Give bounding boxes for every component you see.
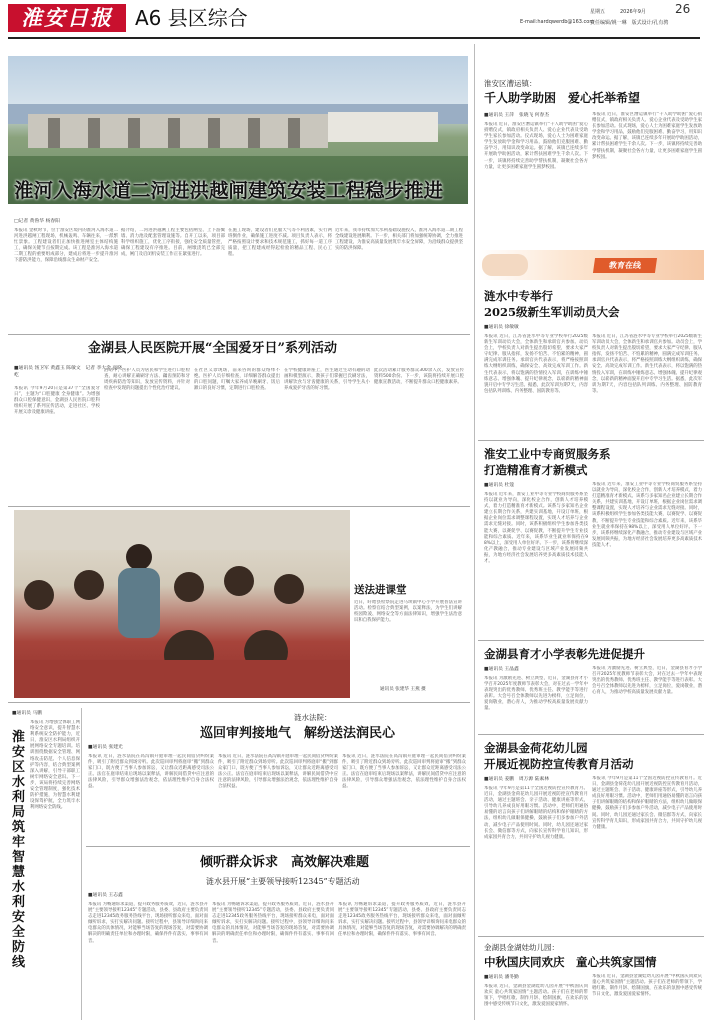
article-body: 本报讯 近年来，淮安工业中等专业学校商贸服务系坚持以就业为导向，深化校企合作，创新人才培养模式，着力打造精准育才新模式。该系与多家知名企业建立长期合作关系，共建实训基地，开设订单班，根据企业岗位需求调整课程设置，实现人才培养与企业需求无缝对接。同时，该系积极组织学生参加各类技能大赛，以赛促学、以赛促教，不断提升学生专业技能和综合素质。近年来，该系毕业生就业率保持在98%以上，深受用人单位好评。下一步，该系将继续深化产教融合，推动专业建设与区域产业发展同频共振，为地方经济社会发展培养更多高素质技术技能人才。 (484, 492, 588, 565)
trade-headline: 淮安工业中专商贸服务系 (484, 447, 611, 461)
byline: ■通讯员 张建光 (88, 745, 123, 750)
newspaper-logo: 淮安日报 (8, 4, 126, 32)
education-banner (478, 250, 704, 280)
divider (86, 846, 470, 847)
kindergarten-headline: 开展近视防控宣传教育月活动 (484, 757, 634, 771)
kicker: 金湖县金湖娃幼儿园： (484, 943, 559, 952)
article-body: 本报讯 近日，涟水法院在高沟镇开庭审理一起民间借贷纠纷案件，吸引了附近群众到场旁听。此次巡回审判将庭审“搬”到群众家门口，既方便了当事人参加诉讼，又让群众近距离感受司法公正。法官在庭审结束后现场以案释法，讲解民间借贷中应注意的法律风险，引导群众增强法治观念，依法理性维护自身合法权益。 (88, 754, 214, 790)
article-body: 在社区义诊现场，前来咨询的群众络绎不绝。医护人员仔细检查，详细解答群众提出的口腔问题，叮嘱大家养成早晚刷牙、饭后漱口的良好习惯，定期进行口腔检查。 (194, 368, 280, 392)
divider (478, 936, 704, 937)
aid-headline: 千人助学助困 爱心托举希望 (484, 91, 641, 105)
article-body: 本报讯 金秋时节，位于淮安区境内的淮河入海水道二河进洪越闸工程现场，机械轰鸣、车辆往来，一派繁忙景象。工程建设者们正加快推进闸室主体结构施工，确保关键节点按期完成。该工程是淮河入海水道二期工程的重要组成部分，建成后将进一步提升淮河下游防洪能力，保障沿线群众生命财产安全。 (14, 228, 118, 264)
divider (478, 640, 704, 641)
article-body: 在学校健康讲座上，医生通过生动有趣的动画和模型演示，教孩子们掌握巴氏刷牙法，讲解饮食与牙齿健康的关系，引导学生从小养成爱护牙齿的好习惯。 (284, 368, 370, 392)
masthead (0, 0, 708, 38)
article-body: 本报讯 近日，涟水法院在高沟镇开庭审理一起民间借贷纠纷案件，吸引了附近群众到场旁听。此次巡回审判将庭审“搬”到群众家门口，既方便了当事人参加诉讼，又让群众近距离感受司法公正。法官在庭审结束后现场以案释法，讲解民间借贷中应注意的法律风险，引导群众增强法治观念，依法理性维护自身合法权益。 (218, 754, 338, 790)
divider (8, 334, 470, 335)
byline: ■通讯员 徐敏敏 (484, 325, 519, 330)
byline: ■通讯员 潘冬勤 (484, 975, 519, 980)
column-divider (474, 44, 475, 1020)
byline: ■通讯员 王萍 张晓飞 何春杰 (484, 113, 550, 118)
photo-caption: 近日，盱眙县检察院走进马坝镇中心小学开展普法宣讲活动。检察官结合典型案例，以案释法，为学生们讲解校园欺凌、网络安全等方面法律知识，增强学生法治意识和自我保护能力。 (354, 600, 462, 624)
article-body: 在施工现场，建设者们克服天气等不利因素，实行两班倒作业，确保施工进度不减。项目负责人表示，将严格按照设计要求和技术规范施工，抓好每一道工序质量，把工程建成经得起检验的精品工程、民心工程。 (228, 228, 332, 258)
byline: ■通讯员 王志鑫 (88, 893, 123, 898)
classroom-label: 送法进课堂 (354, 584, 407, 596)
header-date: 星期五 (590, 9, 606, 15)
article-body: 本报讯 为畅通诉求渠道，提升政务服务质效，近日，涟水县开展“主要领导接听12345”专题活动，县委、县政府主要负责同志走进12345政务服务热线平台，现场接听群众来电，面对面倾听诉求，实打实解决问题。接听过程中，县领导详细询问来电群众的具体情况，对能够当场答复的现场答复，对需要协调解决的明确责任单位和办理时限，确保件件有落实、事事有回音。 (88, 902, 208, 944)
article-body: 本报讯 为畅通诉求渠道，提升政务服务质效，近日，涟水县开展“主要领导接听12345”专题活动，县委、县政府主要负责同志走进12345政务服务热线平台，现场接听群众来电，面对面倾听诉求，实打实解决问题。接听过程中，县领导详细询问来电群众的具体情况，对能够当场答复的现场答复，对需要协调解决的明确责任单位和办理时限，确保件件有落实、事事有回音。 (212, 902, 334, 944)
military-headline: 2025级新生军训动员大会 (484, 305, 620, 319)
school-headline: 金湖县育才小学表彰先进促提升 (484, 647, 645, 661)
article-body: 本报讯 近日，淮安区漕运镇举行“千人助学助困”爱心捐赠仪式，镇政府相关负责人、爱心企业代表及受助学生家长参加活动。仪式现场，爱心人士为困难家庭学生发放助学金和学习用品，鼓励他们克服困难、勤奋学习，用知识改变命运。据了解，该镇已连续多年开展助学助困活动，累计帮扶困难学生千余人次。下一步，该镇将持续完善助学帮扶机制，凝聚社会各方力量，让更多困难家庭学生圆梦校园。 (484, 122, 588, 170)
article-body: 本报讯 今年9月是第11个全国近视防控宣传教育月。近日，金湖县金荷花幼儿园开展近视防控宣传教育月活动，通过主题班会、亲子活动、健康讲座等形式，引导幼儿养成良好用眼习惯。活动中，老师们用通俗易懂的语言向孩子们讲解眼睛的结构和保护眼睛的方法，组织幼儿做眼保健操，鼓励孩子们多参加户外活动，减少电子产品使用时间。同时，幼儿园还通过家长会、微信群等方式，向家长宣传科学育儿知识，形成家园共育合力，共同守护幼儿视力健康。 (592, 776, 702, 830)
article-body: 本报讯 今年9月是第11个全国近视防控宣传教育月。近日，金湖县金荷花幼儿园开展近视防控宣传教育月活动，通过主题班会、亲子活动、健康讲座等形式，引导幼儿养成良好用眼习惯。活动中，老师们用通俗易懂的语言向孩子们讲解眼睛的结构和保护眼睛的方法，组织幼儿做眼保健操，鼓励孩子们多参加户外活动，减少电子产品使用时间。同时，幼儿园还通过家长会、微信群等方式，向家长宣传科学育儿知识，形成家园共育合力，共同守护幼儿视力健康。 (484, 786, 588, 840)
article-body: 本报讯 近日，金湖县金湖娃幼儿园开展“中秋国庆同欢庆 童心共筑家国情”主题活动。孩子们在老师的带领下，学唱红歌、制作月饼、绘制国旗，在欢乐的氛围中感受传统节日文化，激发爱国爱家情怀。 (592, 974, 702, 998)
article-body: 此次活动累计服务群众300余人次，发放宣传资料500余份。下一步，该院将持续开展口腔健康宣教活动，不断提升群众口腔健康素养。 (374, 368, 464, 386)
section-title: A6 县区综合 (135, 6, 248, 30)
article-body: 本报讯 近年来，淮安工业中等专业学校商贸服务系坚持以就业为导向，深化校企合作，创新人才培养模式，着力打造精准育才新模式。该系与多家知名企业建立长期合作关系，共建实训基地，开设订单班，根据企业岗位需求调整课程设置，实现人才培养与企业需求无缝对接。同时，该系积极组织学生参加各类技能大赛，以赛促学、以赛促教，不断提升学生专业技能和综合素质。近年来，该系毕业生就业率保持在98%以上，深受用人单位好评。下一步，该系将继续深化产教融合，推动专业建设与区域产业发展同频共振，为地方经济社会发展培养更多高素质技术技能人才。 (592, 482, 702, 548)
military-headline: 涟水中专举行 (484, 289, 553, 303)
article-body: 本报讯 近日，金湖县金湖娃幼儿园开展“中秋国庆同欢庆 童心共筑家国情”主题活动。孩子们在老师的带领下，学唱红歌、制作月饼、绘制国旗，在欢乐的氛围中感受传统节日文化，激发爱国爱家情怀。 (484, 984, 588, 1008)
article-body: 本报讯 今年9月20日是第37个“全国爱牙日”，主题为“口腔健康 全身健康”。为增强群众口腔保健意识，金湖县人民医院口腔科组织开展了系列宣传活动，走进社区、学校开展义诊及健康讲座。 (14, 386, 100, 416)
court-headline: 巡回审判接地气 解纷送法润民心 (200, 726, 396, 741)
header-email: E-mail:hardqwerdb@163.com (520, 19, 595, 25)
article-body: 本报讯 为激励先进、树立典型，近日，金湖县育才小学召开2025年度教师节表彰大会，对在过去一学年中表现突出的优秀教师、优秀班主任、教学能手等进行表彰。大会号召全体教师以先进为榜样，立足岗位，爱岗敬业，潜心育人，为推动学校高质量发展贡献力量。 (484, 676, 588, 712)
classroom-photo (14, 510, 350, 698)
header-date: 2026年9月 (620, 9, 646, 15)
kicker: 淮安区漕运镇： (484, 79, 537, 88)
header-editors: 责任编辑/姚一琳 版式设计/孔有骋 (590, 20, 669, 26)
divider (8, 506, 470, 507)
article-body: 据介绍，二河进洪越闸工程主要包括闸室、上下游翼墙、消力池及配套管理设施等。自开工以来，项目部科学组织施工，优化工序衔接，强化安全质量管控，确保工程建设有序推进。目前，闸墩浇筑已全部完成，闸门及启闭机安装工作正在紧张进行。 (121, 228, 225, 258)
article-body: 本报讯 近日，淮安区漕运镇举行“千人助学助困”爱心捐赠仪式，镇政府相关负责人、爱心企业代表及受助学生家长参加活动。仪式现场，爱心人士为困难家庭学生发放助学金和学习用品，鼓励他们克服困难、勤奋学习，用知识改变命运。据了解，该镇已连续多年开展助学助困活动，累计帮扶困难学生千余人次。下一步，该镇将持续完善助学帮扶机制，凝聚社会各方力量，让更多困难家庭学生圆梦校园。 (592, 112, 702, 160)
byline: □记者 黄鲁华 杨春阳 (14, 219, 60, 224)
photo-credit: 通讯员 张建华 王燕 摄 (380, 687, 426, 692)
byline: ■通讯员 马鹏 (12, 711, 43, 716)
byline: ■通讯员 王晶鑫 (484, 667, 519, 672)
hospital-headline: 金湖县人民医院开展“全国爱牙日”系列活动 (88, 341, 337, 356)
divider (8, 37, 700, 39)
kindergarten-headline: 金湖县金荷花幼儿园 (484, 741, 588, 755)
top-story-title: 淮河入海水道二河进洪越闸建筑安装工程稳步推进 (14, 179, 444, 202)
article-body: 本报讯 近日，涟水法院在高沟镇开庭审理一起民间借贷纠纷案件，吸引了附近群众到场旁听。此次巡回审判将庭审“搬”到群众家门口，既方便了当事人参加诉讼，又让群众近距离感受司法公正。法官在庭审结束后现场以案释法，讲解民间借贷中应注意的法律风险，引导群众增强法治观念，依法理性维护自身合法权益。 (342, 754, 466, 790)
festival-headline: 中秋国庆同欢庆 童心共筑家国情 (484, 955, 657, 969)
byline: ■通讯员 杜蔻 (484, 483, 515, 488)
complaint-headline: 倾听群众诉求 高效解决难题 (200, 855, 370, 870)
article-body: 本报讯 为畅通诉求渠道，提升政务服务质效，近日，涟水县开展“主要领导接听12345”专题活动，县委、县政府主要负责同志走进12345政务服务热线平台，现场接听群众来电，面对面倾听诉求，实打实解决问题。接听过程中，县领导详细询问来电群众的具体情况，对能够当场答复的现场答复，对需要协调解决的明确责任单位和办理时限，确保件件有落实、事事有回音。 (338, 902, 466, 938)
article-body: 本报讯 近日，江苏省涟水中等专业学校举行2025级新生军训动员大会，全体新生和承训官兵参加。动员会上，学校负责人对新生提出殷切希望，要求大家严守纪律、服从指挥，发扬不怕苦、不怕累的精神，圆满完成军训任务。承训官兵代表表示，将严格按照训练大纲组织训练，确保安全、高效完成军训工作。新生代表表示，将以饱满的热情投入军训，在训练中锤炼意志、增强体魄、提升纪律观念，以崭新的精神面貌开启中专学习生活。据悉，此次军训为期7天，内容包括队列训练、内务整理、国防教育等。 (592, 334, 702, 394)
byline: ■通讯员 汤卫军 黄鑫玉 陈敏文 记者 李大金 亮晓屹 (14, 366, 123, 378)
divider (478, 734, 704, 735)
divider (8, 702, 470, 703)
trade-headline: 打造精准育才新模式 (484, 463, 588, 477)
page-number: 26 (675, 2, 691, 16)
divider (478, 440, 704, 441)
article-body: 近年来，我市持续加大水利基础设施投入，淮河入海水道二期工程全线建设进展顺利。下一步，相关部门将加强统筹协调，全力推进工程建设，为淮安高质量发展筑牢水安全屏障，为沿线群众提供坚实的防洪保障。 (335, 228, 463, 252)
article-body: 本报讯 近日，江苏省涟水中等专业学校举行2025级新生军训动员大会，全体新生和承训官兵参加。动员会上，学校负责人对新生提出殷切希望，要求大家严守纪律、服从指挥，发扬不怕苦、不怕累的精神，圆满完成军训任务。承训官兵代表表示，将严格按照训练大纲组织训练，确保安全、高效完成军训工作。新生代表表示，将以饱满的热情投入军训，在训练中锤炼意志、增强体魄、提升纪律观念，以崭新的精神面貌开启中专学习生活。据悉，此次军训为期7天，内容包括队列训练、内务整理、国防教育等。 (484, 334, 588, 394)
complaint-subtitle: 涟水县开展“主要领导接听12345”专题活动 (206, 877, 360, 886)
vertical-headline: 淮安区水利局筑牢智慧水利安全防线 (12, 730, 26, 970)
article-body: 活动中，医护人员为居民和学生进行口腔检查，耐心讲解正确刷牙方法、龋齿预防和牙周疾病防治等知识，发放宣传资料，并针对检查中发现的问题提出个性化治疗建议。 (104, 368, 190, 392)
byline: ■通讯员 姜鹏 周万源 陆素林 (484, 777, 550, 782)
kicker: 涟水法院： (294, 713, 332, 722)
article-body: 本报讯 为激励先进、树立典型，近日，金湖县育才小学召开2025年度教师节表彰大会，对在过去一学年中表现突出的优秀教师、优秀班主任、教学能手等进行表彰。大会号召全体教师以先进为榜样，立足岗位，爱岗敬业，潜心育人，为推动学校高质量发展贡献力量。 (592, 666, 702, 696)
article-body: 本报讯 为增强全体职工网络安全意识，提升智慧水利系统安全防护能力，近日，淮安区水利局组织开展网络安全专题培训。培训围绕数据安全管理、网络攻击防范、个人信息保护等内容，结合典型案例深入讲解，引导干部职工树牢网络安全意识。下一步，该局将持续完善网络安全管理制度，强化技术防护措施，为智慧水利建设保驾护航，全力筑牢水利网络安全防线。 (30, 720, 80, 811)
education-tag: 教育在线 (593, 258, 657, 273)
